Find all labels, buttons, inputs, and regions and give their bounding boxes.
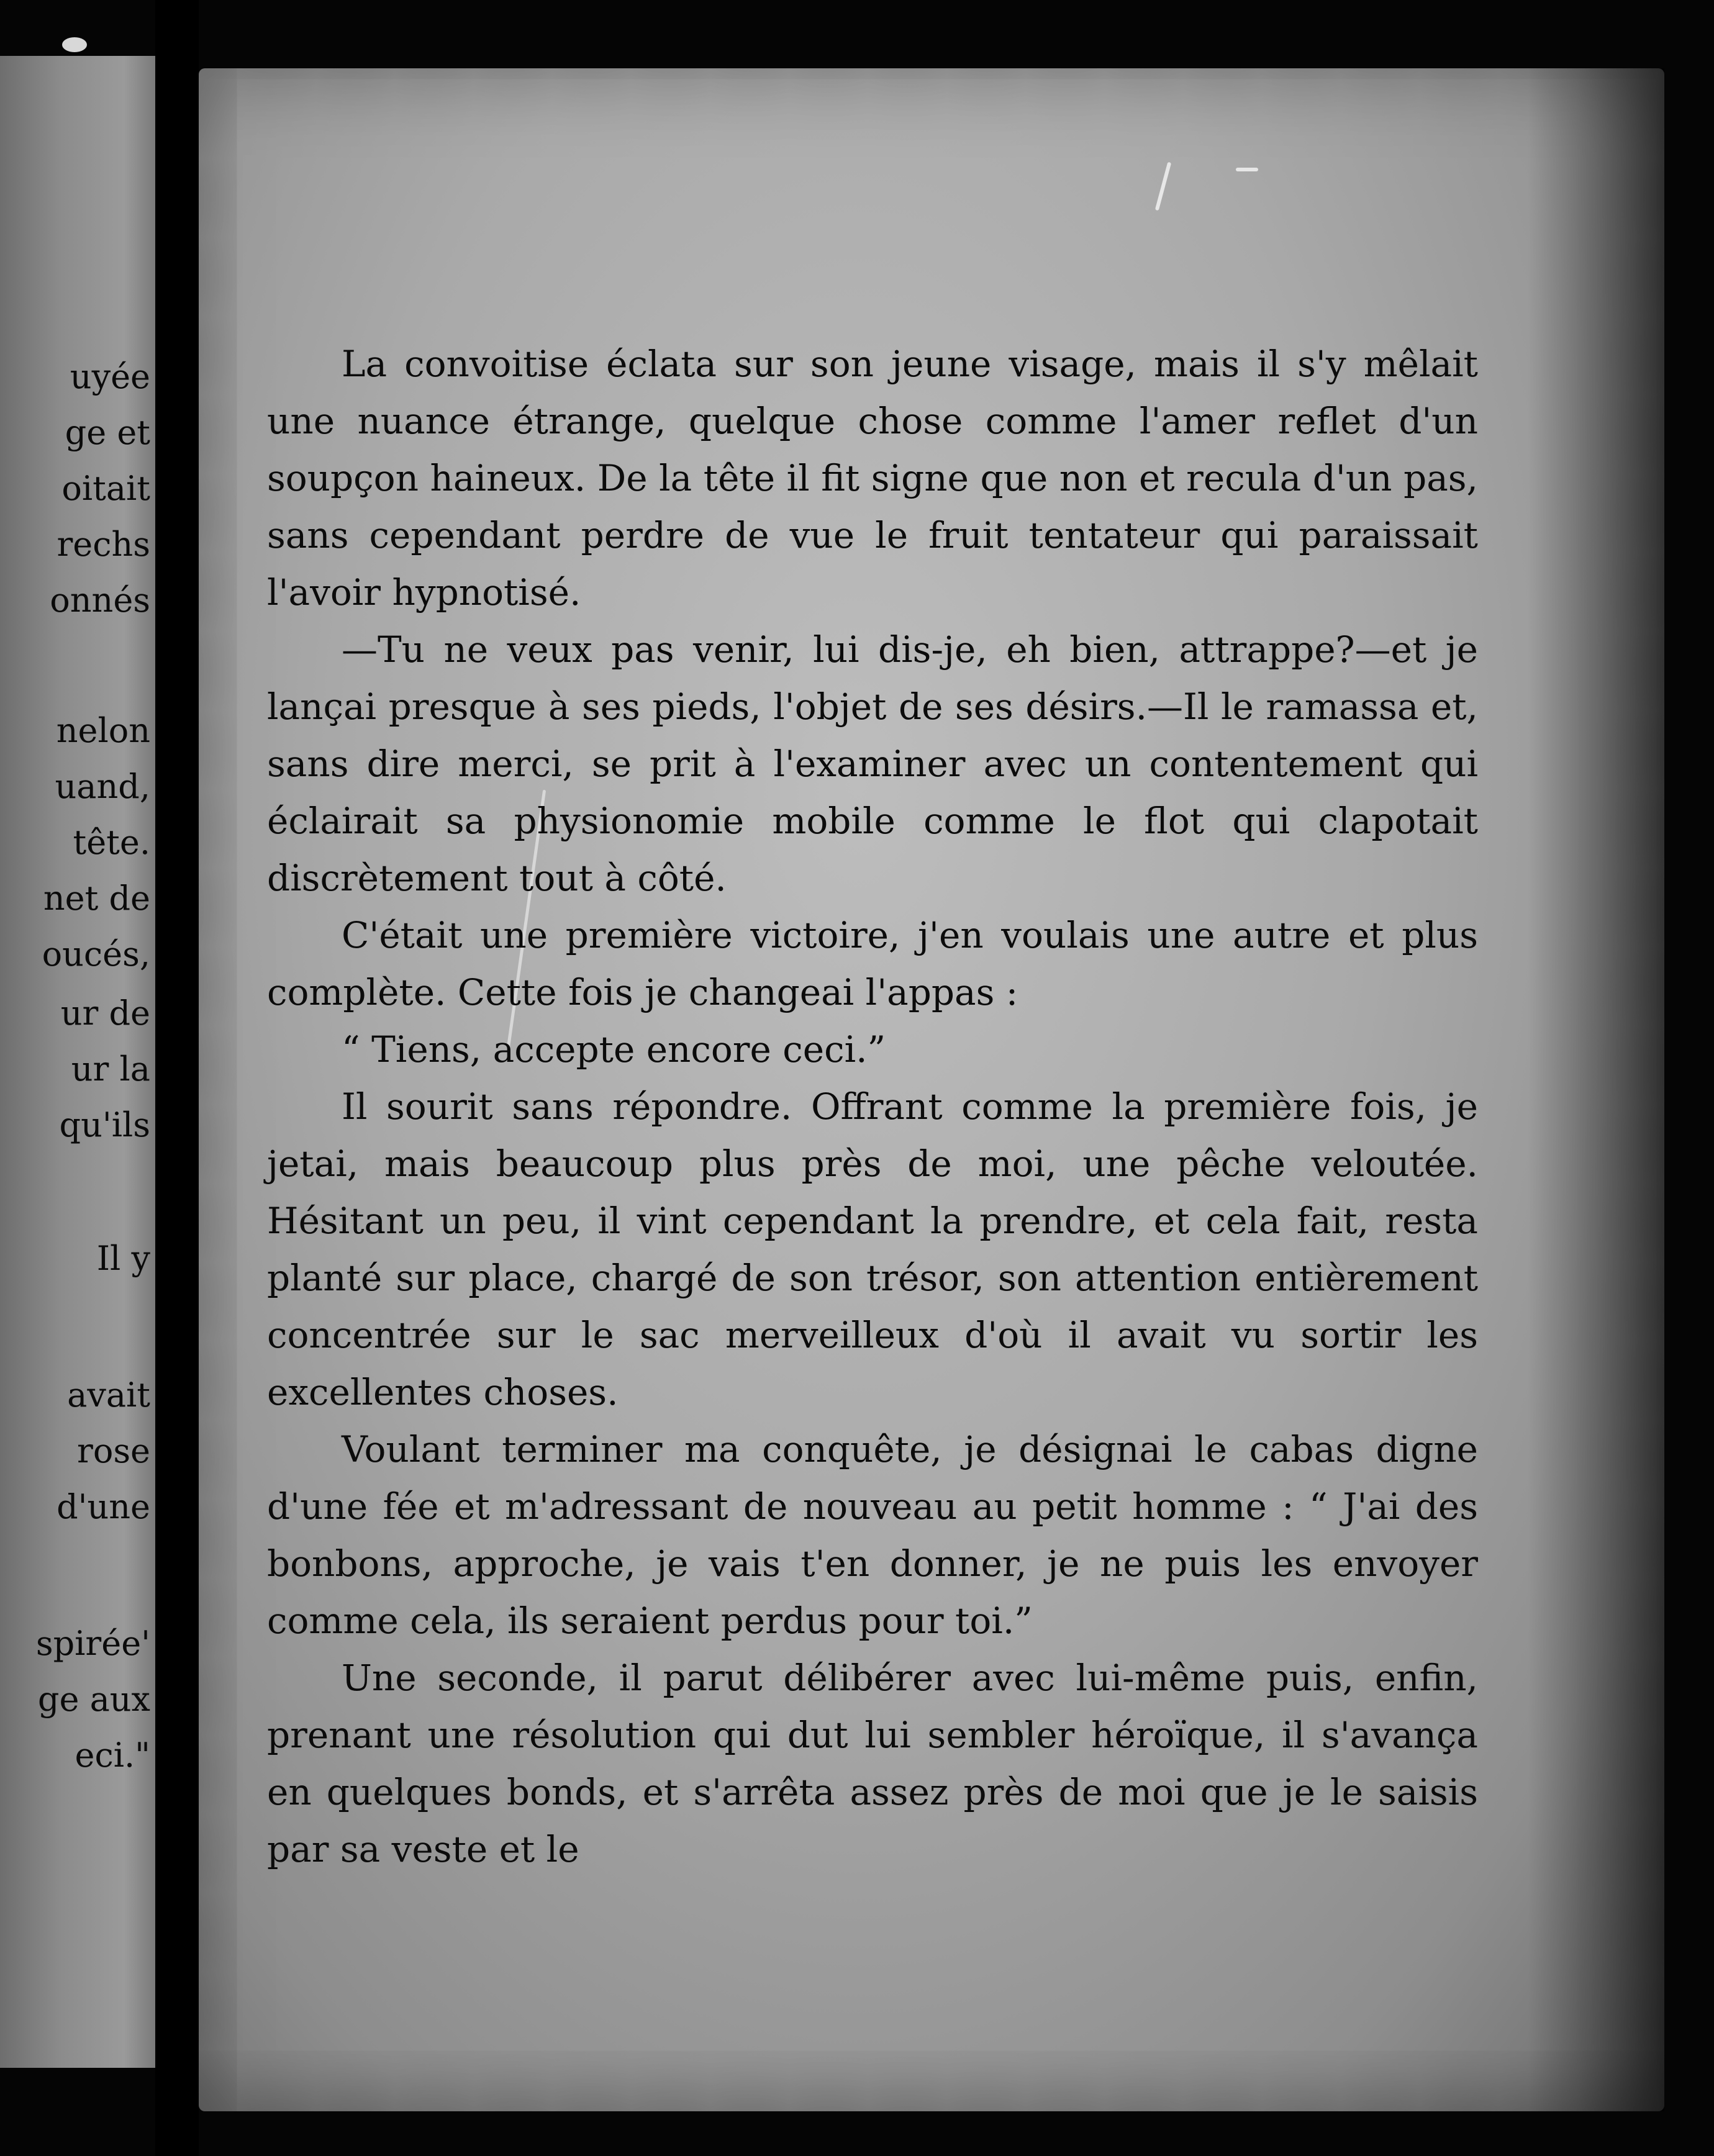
left-page-fragment: Il y bbox=[96, 1239, 150, 1278]
left-page-fragment: oucés, bbox=[42, 935, 150, 974]
body-text bbox=[267, 335, 1478, 1878]
paragraph: La convoitise éclata sur son jeune visage, mais il s'y mêlait une nuance étrange, quelque chose comme l'amer reflet d'un soupçon haineux. De la tête il fit signe que non et recula d'un pas, sans cependant perdre de vue le fruit tentateur qui paraissait l'avoir hypnotisé. bbox=[267, 343, 1478, 614]
left-page-fragment: onnés bbox=[50, 581, 150, 620]
paragraph: Une seconde, il parut délibérer avec lui-même puis, enfin, prenant une résolution qui dut lui sembler héroïque, il s'avança en quelques bonds, et s'arrêta assez près de moi que je le saisis par sa veste et le bbox=[267, 1657, 1478, 1870]
main-page bbox=[199, 68, 1664, 2111]
paragraph: C'était une première victoire, j'en voulais une autre et plus complète. Cette fois je changeai l'appas : bbox=[267, 914, 1478, 1013]
paragraph: Voulant terminer ma conquête, je désignai le cabas digne d'une fée et m'adressant de nouveau au petit homme : “ J'ai des bonbons, approche, je vais t'en donner, je ne puis les envoyer comme cela, ils seraient perdus pour toi.” bbox=[267, 1428, 1478, 1642]
paragraph: —Tu ne veux pas venir, lui dis-je, eh bien, attrappe?—et je lançai presque à ses pieds, l'objet de ses désirs.—Il le ramassa et, sans dire merci, se prit à l'examiner avec un contentement qui éclairait sa physionomie mobile comme le flot qui clapotait discrètement tout à côté. bbox=[267, 628, 1478, 899]
left-page-fragment: rechs bbox=[57, 525, 150, 564]
left-facing-page bbox=[0, 56, 155, 2068]
left-page-fragment: net de bbox=[43, 879, 150, 918]
scan-scratch bbox=[1155, 162, 1172, 211]
left-page-fragment: nelon bbox=[56, 711, 150, 750]
book-gutter-shadow bbox=[155, 0, 199, 2156]
paragraph: “ Tiens, accepte encore ceci.” bbox=[342, 1028, 886, 1071]
left-page-fragment: ur la bbox=[71, 1049, 150, 1089]
left-page-fragment: ur de bbox=[60, 994, 150, 1033]
left-page-fragment: uyée bbox=[70, 357, 150, 396]
left-page-fragment: oitait bbox=[61, 469, 150, 508]
left-page-fragment: eci." bbox=[75, 1736, 150, 1775]
left-page-fragment: d'une bbox=[57, 1487, 150, 1526]
page-edge-shadow bbox=[1528, 68, 1664, 2111]
left-page-fragment: tête. bbox=[73, 823, 150, 862]
left-page-fragment: avait bbox=[67, 1375, 150, 1415]
left-page-fragment: ge aux bbox=[37, 1680, 150, 1719]
left-page-fragment: spirée' bbox=[35, 1624, 150, 1663]
paragraph: Il sourit sans répondre. Offrant comme la première fois, je jetai, mais beaucoup plus près de moi, une pêche veloutée. Hésitant un peu, il vint cependant la prendre, et cela fait, resta planté sur place, chargé de son trésor, son attention entièrement concentrée sur le sac merveilleux d'où il avait vu sortir les excellentes choses. bbox=[267, 1085, 1478, 1413]
left-page-fragment: rose bbox=[77, 1431, 150, 1470]
scan-speck bbox=[62, 37, 87, 52]
left-page-fragment: qu'ils bbox=[59, 1105, 150, 1144]
scan-scratch bbox=[1236, 168, 1258, 171]
left-page-fragment: uand, bbox=[55, 767, 150, 806]
left-page-fragment: ge et bbox=[65, 413, 150, 452]
